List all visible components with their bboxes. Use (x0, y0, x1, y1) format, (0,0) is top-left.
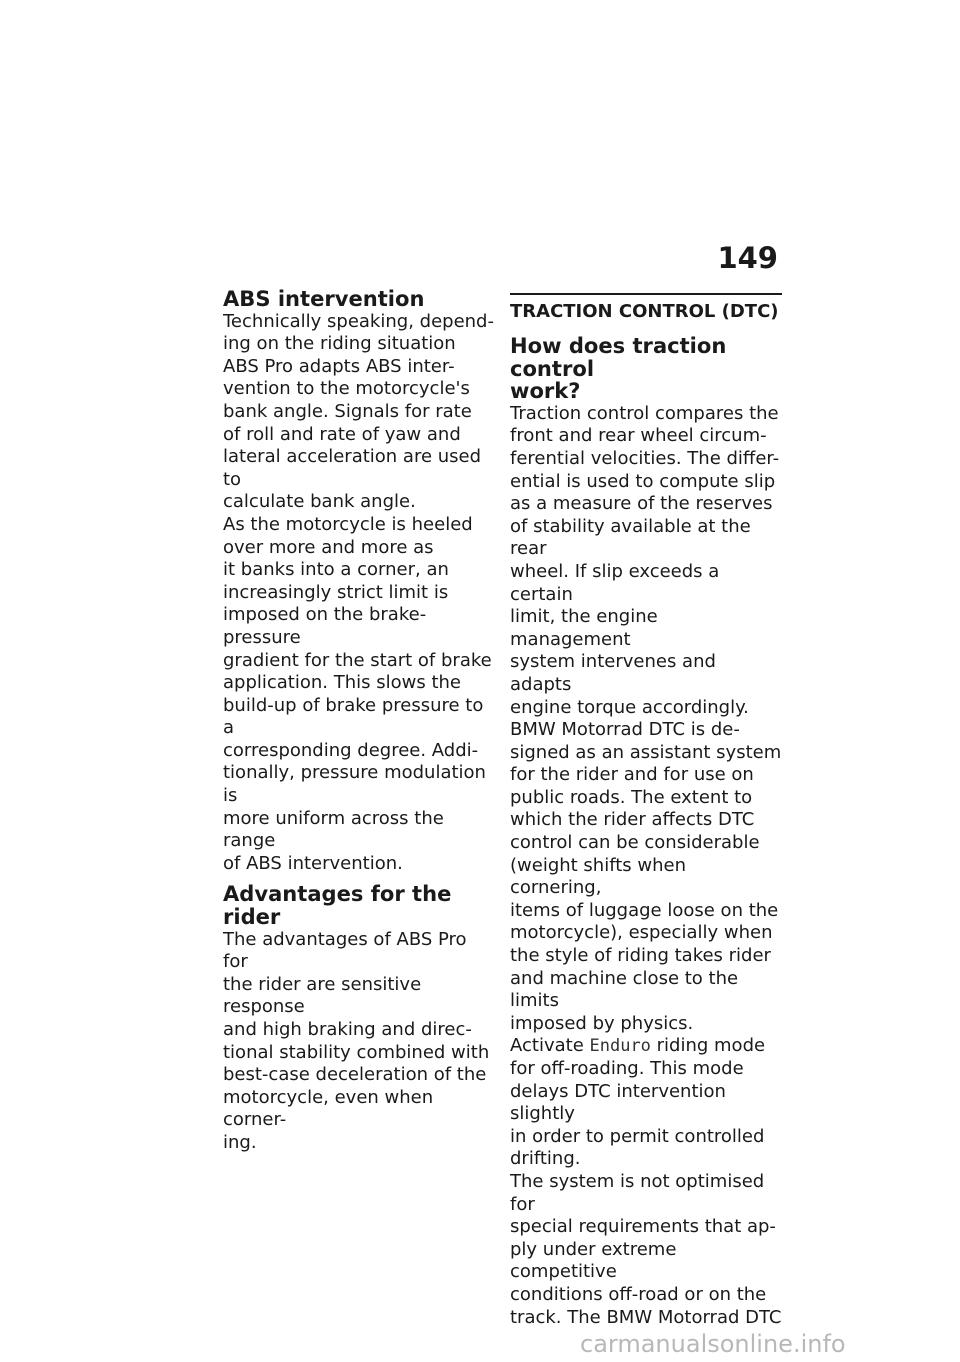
left-column (223, 288, 495, 1155)
abs-intervention-heading: ABS intervention (223, 286, 425, 311)
traction-control-paragraph-4: The system is not optimised for special requirements that ap- ply under extreme competitive conditions off-road or on the track. The BMW Motorrad DTC (510, 1170, 782, 1328)
enduro-mode-label: Enduro (589, 1036, 651, 1057)
abs-intervention-paragraph-1: Technically speaking, depend- ing on the riding situation ABS Pro adapts ABS inter- vention to the motorcycle's bank angle. Signals for rate of roll and rate of yaw and lateral acceleration are used to calculate bank angle. (223, 310, 494, 513)
riding-mode-text: riding mode for off-roading. This mode delays DTC intervention slightly in order to permit controlled drifting. (510, 1035, 766, 1170)
traction-control-paragraph-2: BMW Motorrad DTC is de- signed as an assistant system for the rider and for use on public roads. The extent to which the rider affects DTC control can be considerable (weight shifts when cornering, items of luggage loose on the motorcycle), especially when the style of riding takes rider and machine close to the limits imposed by physics. (510, 719, 782, 1034)
how-traction-control-works-heading: How does traction control work? (510, 333, 727, 404)
page-number: 149 (717, 241, 778, 275)
advantages-paragraph: The advantages of ABS Pro for the rider are sensitive response and high braking and direc- tional stability combined with best-case deceleration of the motorcycle, even when corner- ing. (223, 928, 490, 1153)
right-column (510, 293, 782, 1329)
traction-control-paragraph-1: Traction control compares the front and rear wheel circum- ferential velocities. The differ- ential is used to compute slip as a measure of the reserves of stability available at the rear wheel. If slip exceeds a certain limit, the engine management system intervenes and adapts engine torque accordingly. (510, 402, 780, 718)
advantages-heading: Advantages for the rider (223, 881, 452, 930)
activate-text: Activate (510, 1035, 590, 1057)
abs-intervention-paragraph-2: As the motorcycle is heeled over more and more as it banks into a corner, an increasingly strict limit is imposed on the brake-pressure gradient for the start of brake application. This slows the build-up of brake pressure to a corresponding degree. Addi- tionally, pressure modulation is more uniform across the range of ABS intervention. (223, 513, 492, 874)
watermark: carmanualsonline.info (580, 1330, 846, 1358)
traction-control-paragraph-3 (510, 1035, 782, 1171)
traction-control-section-title: TRACTION CONTROL (DTC) (510, 293, 782, 325)
